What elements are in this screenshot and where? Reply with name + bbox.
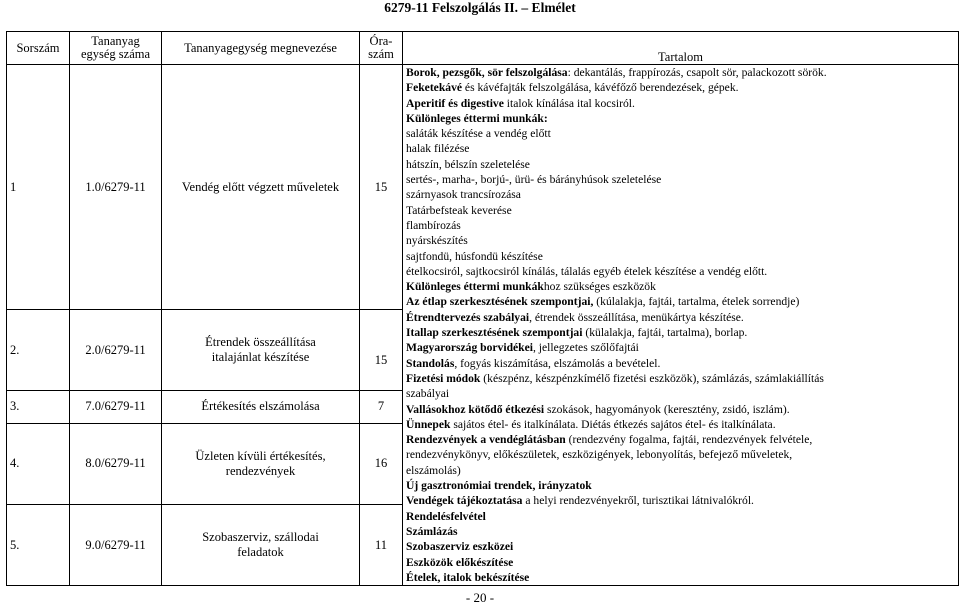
content-line: ételkocsiról, sajtkocsiról kínálás, tálalás egyéb ételek készítése a vendég előtt.	[406, 264, 768, 278]
header-tananyag-line1: Tananyag	[91, 34, 140, 48]
content-line: Rendezvények a vendéglátásban (rendezvény fogalma, fajtái, rendezvények felvétele,	[406, 433, 813, 447]
row-number: 5.	[7, 505, 70, 586]
content-line: Rendelésfelvétel	[406, 509, 486, 523]
content-line: szárnyasok trancsírozása	[406, 188, 521, 202]
row-name	[162, 505, 360, 586]
content-line: Vendégek tájékoztatása a helyi rendezvényekről, turisztikai látnivalókról.	[406, 494, 754, 508]
row-hours: 7	[360, 391, 403, 424]
row-name-line2: rendezvények	[225, 463, 296, 478]
content-line: szabályai	[406, 387, 450, 401]
content-line: Számlázás	[406, 524, 458, 538]
row-name: Vendég előtt végzett műveletek	[162, 65, 360, 310]
row-name-line1: Szobaszerviz, szállodai	[202, 530, 319, 545]
row-name: Értékesítés elszámolása	[162, 391, 360, 424]
content-line: Itallap szerkesztésének szempontjai (külalakja, fajtái, tartalma), borlap.	[406, 326, 748, 340]
content-line: saláták készítése a vendég előtt	[406, 127, 551, 141]
content-line: Borok, pezsgők, sör felszolgálása: dekantálás, frappírozás, csapolt sör, palackozott sörök.	[406, 66, 827, 79]
syllabus-table	[6, 31, 959, 586]
row-name-line2: italajánlat készítése	[211, 350, 310, 365]
row-hours: 16	[360, 423, 403, 505]
row-hours: 15	[360, 310, 403, 391]
row-number: 1	[7, 65, 70, 310]
content-line: rendezvénykönyv, előkészületek, eszközigények, lebonyolítás, befejező műveletek,	[406, 448, 793, 462]
table-row	[7, 65, 959, 310]
header-megnevezes: Tananyagegység megnevezése	[162, 32, 360, 65]
header-tananyag	[70, 32, 162, 65]
content-line: Különleges éttermi munkák:	[406, 111, 548, 125]
content-line: Aperitif és digestive italok kínálása ital kocsiról.	[406, 96, 635, 110]
content-line: Ünnepek sajátos étel- és italkínálata. Diétás étkezés sajátos étel- és italkínálata.	[406, 417, 776, 431]
content-line: Az étlap szerkesztésének szempontjai, (kúlalakja, fajtái, tartalma, ételek sorrendje)	[406, 295, 800, 309]
header-tartalom: Tartalom	[403, 32, 959, 65]
header-oraszam-line2: szám	[368, 47, 394, 61]
table-header-row	[7, 32, 959, 65]
content-line: Standolás, fogyás kiszámítása, elszámolás a bevételel.	[406, 356, 661, 370]
row-code: 2.0/6279-11	[70, 310, 162, 391]
page-title: 6279-11 Felszolgálás II. – Elmélet	[384, 0, 576, 15]
row-code: 9.0/6279-11	[70, 505, 162, 586]
header-oraszam	[360, 32, 403, 65]
row-number: 3.	[7, 391, 70, 424]
content-line: Szobaszerviz eszközei	[406, 540, 514, 554]
row-number: 4.	[7, 423, 70, 505]
content-cell	[403, 65, 959, 586]
content-line: sertés-, marha-, borjú-, ürü- és bárányhúsok szeletelése	[406, 173, 662, 187]
content-line: halak filézése	[406, 142, 470, 156]
page-number: - 20 -	[465, 590, 495, 605]
row-name-line1: Üzleten kívüli értékesítés,	[195, 448, 326, 463]
content-line: Étrendtervezés szabályai, étrendek összeállítása, menükártya készítése.	[406, 310, 744, 324]
row-name-line1: Étrendek összeállítása	[205, 335, 316, 350]
content-line: Magyarország borvidékei, jellegzetes szőlőfajtái	[406, 341, 639, 355]
content-line: Különleges éttermi munkákhoz szükséges eszközök	[406, 280, 656, 294]
content-line: nyárskészítés	[406, 234, 468, 248]
row-code: 8.0/6279-11	[70, 423, 162, 505]
content-line: Feketekávé és kávéfajták felszolgálása, kávéfőző berendezések, gépek.	[406, 81, 739, 95]
row-hours: 15	[360, 65, 403, 310]
row-name-line2: feladatok	[237, 545, 284, 560]
content-line: Új gasztronómiai trendek, irányzatok	[406, 479, 592, 493]
content-line: sajtfondü, húsfondü készítése	[406, 249, 543, 263]
content-line: Eszközök előkészítése	[406, 555, 514, 569]
content-line: Tatárbefsteak keverése	[406, 203, 512, 217]
content-line: Vallásokhoz kötődő étkezési szokások, hagyományok (keresztény, zsidó, iszlám).	[406, 402, 790, 416]
row-code: 1.0/6279-11	[70, 65, 162, 310]
content-line: hátszín, bélszín szeletelése	[406, 157, 530, 171]
row-hours: 11	[360, 505, 403, 586]
row-name	[162, 423, 360, 505]
row-code: 7.0/6279-11	[70, 391, 162, 424]
content-line: elszámolás)	[406, 463, 461, 477]
header-tananyag-line2: egység száma	[80, 47, 151, 61]
header-sorszam: Sorszám	[7, 32, 70, 65]
row-name	[162, 310, 360, 391]
row-number: 2.	[7, 310, 70, 391]
content-line: flambírozás	[406, 218, 461, 232]
content-line: Fizetési módok (készpénz, készpénzkímélő fizetési eszközök), számlázás, számlakiállítás	[406, 371, 824, 385]
header-oraszam-line1: Óra-	[369, 34, 393, 48]
content-line: Ételek, italok bekészítése	[406, 570, 530, 584]
